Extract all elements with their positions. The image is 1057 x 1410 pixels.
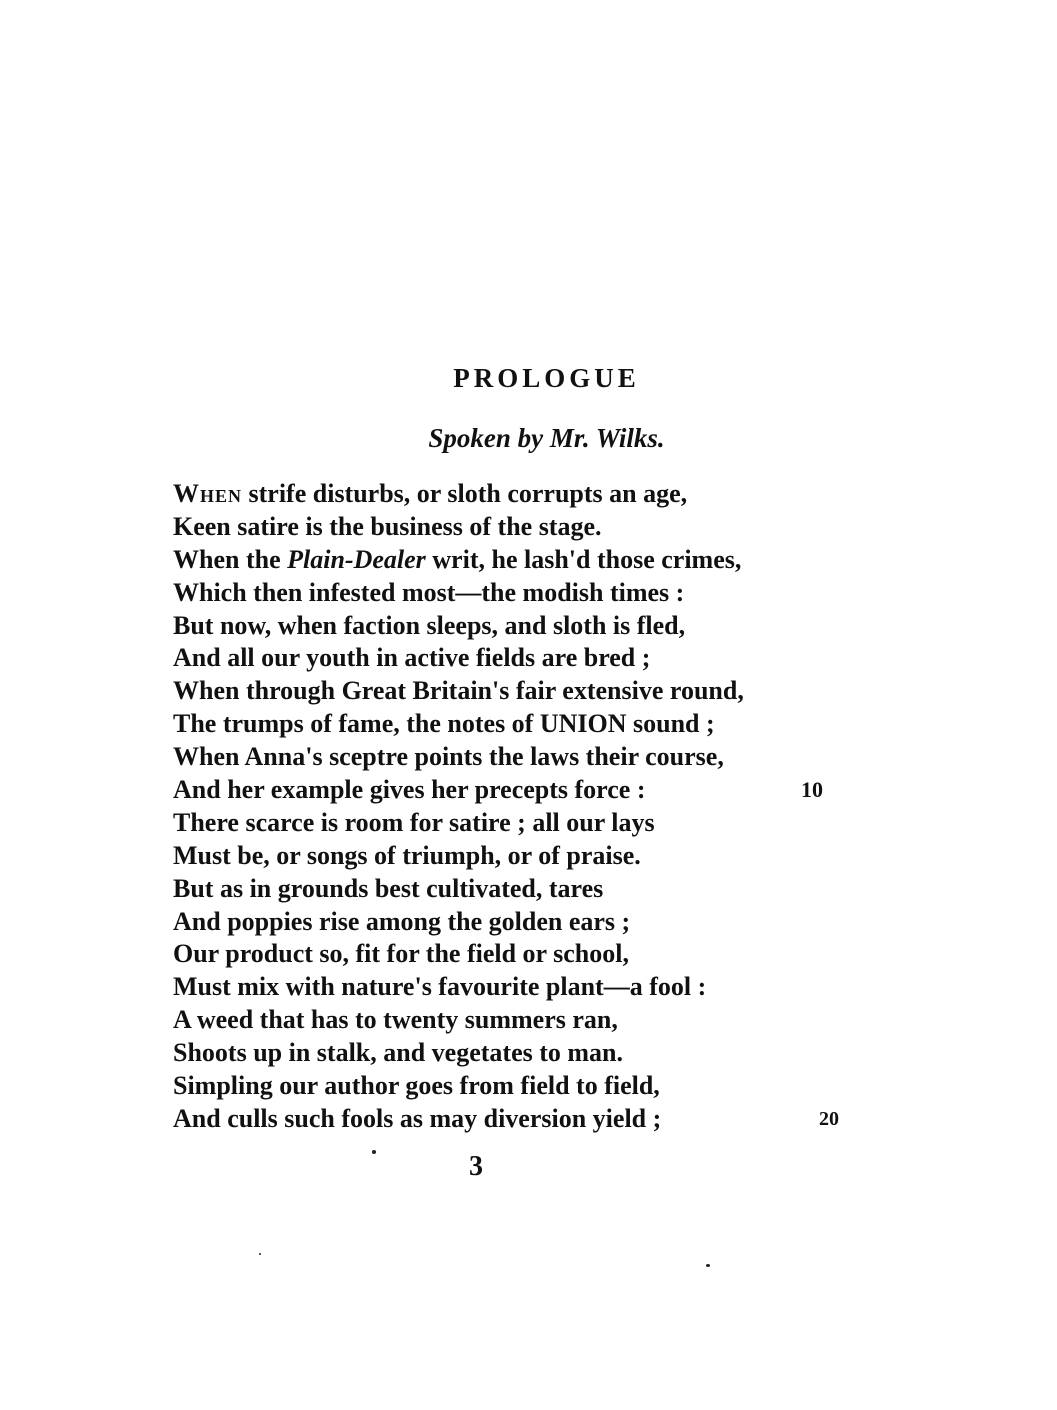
- verse-text: Simpling our author goes from field to field,: [173, 1071, 660, 1101]
- line-number: 10: [801, 777, 823, 803]
- verse-text: writ, he lash'd those crimes,: [425, 544, 742, 574]
- verse-line: [173, 610, 863, 643]
- verse-line: [173, 741, 863, 774]
- verse-line: [173, 708, 863, 741]
- verse-text: A weed that has to twenty summers ran,: [173, 1005, 618, 1035]
- prologue-subtitle: Spoken by Mr. Wilks.: [428, 423, 665, 453]
- line-number: 20: [819, 1107, 839, 1130]
- ink-speck: [706, 1264, 710, 1267]
- ink-speck: [372, 1150, 376, 1154]
- verse-text: But now, when faction sleeps, and sloth is fled,: [173, 610, 686, 640]
- page-number: 3: [469, 1151, 483, 1182]
- verse-text: Must mix with nature's favourite plant—a fool :: [173, 972, 707, 1002]
- verse-text: When through Great Britain's fair extensive round,: [173, 676, 744, 706]
- poem-verses: [173, 478, 863, 1136]
- verse-line: [173, 577, 863, 610]
- verse-line: [173, 478, 863, 511]
- verse-line: [173, 544, 863, 577]
- verse-italic-title: Plain-Dealer: [287, 544, 426, 574]
- ink-speck: [259, 1253, 261, 1255]
- verse-line: [173, 1103, 863, 1136]
- verse-text: Keen satire is the business of the stage.: [173, 511, 602, 541]
- verse-text: Shoots up in stalk, and vegetates to man.: [173, 1038, 624, 1068]
- verse-text: The trumps of fame, the notes of UNION sound ;: [173, 709, 715, 739]
- verse-text-pre: When the: [173, 544, 288, 574]
- verse-line: [173, 1037, 863, 1070]
- verse-text: And all our youth in active fields are bred ;: [173, 643, 651, 673]
- verse-line: [173, 1070, 863, 1103]
- verse-line: [173, 906, 863, 939]
- verse-text: Our product so, fit for the field or school,: [173, 939, 629, 969]
- verse-line: [173, 971, 863, 1004]
- verse-text: And her example gives her precepts force :: [173, 775, 646, 805]
- verse-text: Must be, or songs of triumph, or of praise.: [173, 840, 641, 870]
- verse-text: Which then infested most—the modish times :: [173, 577, 685, 607]
- prologue-title: PROLOGUE: [453, 363, 640, 393]
- verse-line: [173, 511, 863, 544]
- verse-line: [173, 840, 863, 873]
- verse-line: [173, 1004, 863, 1037]
- verse-text: But as in grounds best cultivated, tares: [173, 873, 604, 903]
- verse-text: And culls such fools as may diversion yield ;: [173, 1103, 662, 1133]
- verse-text: There scarce is room for satire ; all our lays: [173, 807, 655, 837]
- verse-line: [173, 873, 863, 906]
- verse-text: And poppies rise among the golden ears ;: [173, 906, 631, 936]
- verse-line: [173, 938, 863, 971]
- verse-line: [173, 675, 863, 708]
- verse-text: When Anna's sceptre points the laws their course,: [173, 742, 724, 772]
- verse-text: strife disturbs, or sloth corrupts an age,: [242, 479, 688, 508]
- verse-line: [173, 642, 863, 675]
- verse-line: [173, 774, 863, 807]
- verse-line: [173, 807, 863, 840]
- verse-lead-word: When: [173, 479, 243, 508]
